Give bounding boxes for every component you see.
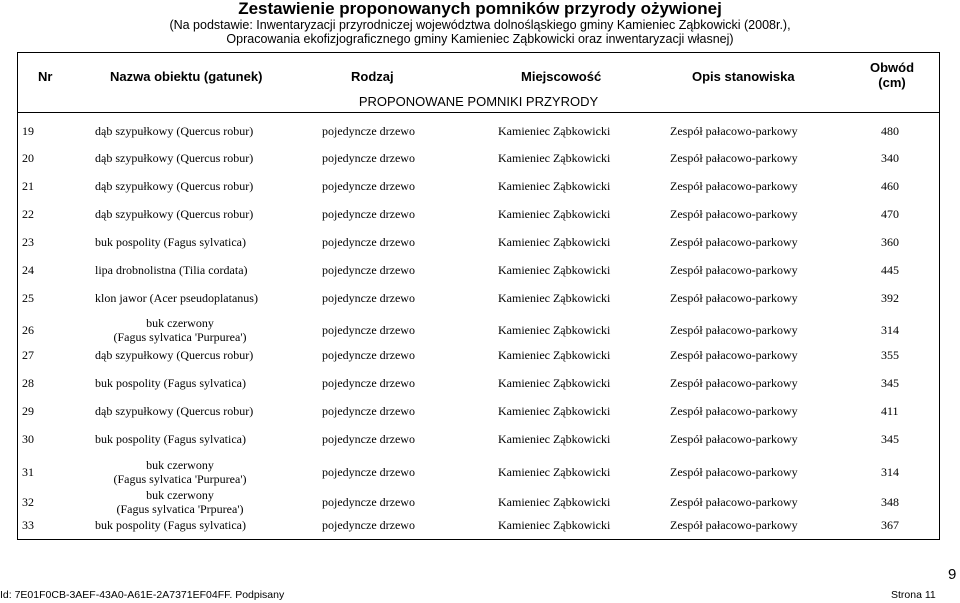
cell-miejscowosc: Kamieniec Ząbkowicki: [498, 179, 611, 193]
cell-nr: 33: [22, 518, 34, 532]
cell-obwod: 411: [881, 404, 899, 418]
cell-nr: 24: [22, 263, 34, 277]
cell-rodzaj: pojedyncze drzewo: [322, 179, 415, 193]
cell-obwod: 392: [881, 291, 899, 305]
cell-miejscowosc: Kamieniec Ząbkowicki: [498, 348, 611, 362]
cell-obwod: 314: [881, 323, 899, 337]
cell-obwod: 470: [881, 207, 899, 221]
cell-nazwa-line: (Fagus sylvatica 'Purpurea'): [113, 472, 247, 486]
cell-nazwa: [95, 316, 265, 344]
cell-nazwa: buk pospolity (Fagus sylvatica): [95, 235, 246, 249]
cell-rodzaj: pojedyncze drzewo: [322, 404, 415, 418]
cell-miejscowosc: Kamieniec Ząbkowicki: [498, 291, 611, 305]
cell-obwod: 355: [881, 348, 899, 362]
header-opis: Opis stanowiska: [692, 69, 795, 84]
cell-opis: Zespół pałacowo-parkowy: [670, 348, 798, 362]
cell-rodzaj: pojedyncze drzewo: [322, 151, 415, 165]
cell-nr: 29: [22, 404, 34, 418]
cell-obwod: 340: [881, 151, 899, 165]
cell-nazwa: dąb szypułkowy (Quercus robur): [95, 124, 254, 138]
footer-id: Id: 7E01F0CB-3AEF-43A0-A61E-2A7371EF04FF. Podpisany: [0, 589, 285, 601]
header-obwod-unit: (cm): [878, 75, 906, 90]
cell-nazwa: dąb szypułkowy (Quercus robur): [95, 207, 254, 221]
cell-nr: 21: [22, 179, 34, 193]
cell-obwod: 314: [881, 465, 899, 479]
section-label: PROPONOWANE POMNIKI PRZYRODY: [358, 94, 599, 109]
cell-opis: Zespół pałacowo-parkowy: [670, 495, 798, 509]
cell-miejscowosc: Kamieniec Ząbkowicki: [498, 207, 611, 221]
document-subtitle-1: (Na podstawie: Inwentaryzacji przyrodniczej województwa dolnośląskiego gminy Kamieniec Ząbkowicki (2008r.),: [169, 18, 791, 32]
cell-opis: Zespół pałacowo-parkowy: [670, 465, 798, 479]
cell-miejscowosc: Kamieniec Ząbkowicki: [498, 518, 611, 532]
cell-miejscowosc: Kamieniec Ząbkowicki: [498, 151, 611, 165]
cell-rodzaj: pojedyncze drzewo: [322, 495, 415, 509]
cell-nazwa: [95, 458, 265, 486]
cell-nr: 32: [22, 495, 34, 509]
cell-opis: Zespół pałacowo-parkowy: [670, 323, 798, 337]
cell-nazwa: dąb szypułkowy (Quercus robur): [95, 348, 254, 362]
cell-rodzaj: pojedyncze drzewo: [322, 376, 415, 390]
cell-rodzaj: pojedyncze drzewo: [322, 124, 415, 138]
cell-nazwa: lipa drobnolistna (Tilia cordata): [95, 263, 248, 277]
section-divider: [18, 112, 939, 113]
cell-nazwa: dąb szypułkowy (Quercus robur): [95, 404, 254, 418]
header-obwod-label: Obwód: [870, 60, 915, 75]
cell-opis: Zespół pałacowo-parkowy: [670, 179, 798, 193]
cell-miejscowosc: Kamieniec Ząbkowicki: [498, 465, 611, 479]
cell-nr: 28: [22, 376, 34, 390]
cell-obwod: 345: [881, 432, 899, 446]
header-rodzaj: Rodzaj: [351, 69, 394, 84]
cell-nazwa-line: buk czerwony: [146, 458, 214, 472]
table-header: [18, 53, 939, 97]
cell-miejscowosc: Kamieniec Ząbkowicki: [498, 376, 611, 390]
cell-miejscowosc: Kamieniec Ząbkowicki: [498, 495, 611, 509]
document-subtitle-2: Opracowania ekofizjograficznego gminy Kamieniec Ząbkowicki oraz inwentaryzacji własnej): [226, 32, 734, 46]
cell-obwod: 480: [881, 124, 899, 138]
cell-miejscowosc: Kamieniec Ząbkowicki: [498, 432, 611, 446]
cell-opis: Zespół pałacowo-parkowy: [670, 518, 798, 532]
cell-opis: Zespół pałacowo-parkowy: [670, 376, 798, 390]
cell-nr: 19: [22, 124, 34, 138]
cell-obwod: 345: [881, 376, 899, 390]
cell-obwod: 360: [881, 235, 899, 249]
cell-nazwa-line: buk czerwony: [146, 316, 214, 330]
cell-miejscowosc: Kamieniec Ząbkowicki: [498, 263, 611, 277]
cell-obwod: 460: [881, 179, 899, 193]
cell-opis: Zespół pałacowo-parkowy: [670, 151, 798, 165]
cell-nazwa: [95, 488, 265, 516]
cell-nr: 31: [22, 465, 34, 479]
cell-opis: Zespół pałacowo-parkowy: [670, 291, 798, 305]
footer-page-label: Strona 11: [891, 589, 936, 601]
cell-nazwa: klon jawor (Acer pseudoplatanus): [95, 291, 258, 305]
cell-nr: 23: [22, 235, 34, 249]
document-title: Zestawienie proponowanych pomników przyrody ożywionej: [238, 0, 722, 18]
cell-rodzaj: pojedyncze drzewo: [322, 207, 415, 221]
cell-opis: Zespół pałacowo-parkowy: [670, 207, 798, 221]
cell-nazwa: buk pospolity (Fagus sylvatica): [95, 432, 246, 446]
cell-miejscowosc: Kamieniec Ząbkowicki: [498, 124, 611, 138]
cell-rodzaj: pojedyncze drzewo: [322, 263, 415, 277]
cell-rodzaj: pojedyncze drzewo: [322, 323, 415, 337]
cell-nr: 30: [22, 432, 34, 446]
cell-obwod: 348: [881, 495, 899, 509]
cell-nazwa-line: (Fagus sylvatica 'Prpurea'): [116, 502, 244, 516]
cell-obwod: 445: [881, 263, 899, 277]
cell-opis: Zespół pałacowo-parkowy: [670, 432, 798, 446]
header-miejscowosc: Miejscowość: [521, 69, 602, 84]
cell-nr: 26: [22, 323, 34, 337]
cell-nazwa: buk pospolity (Fagus sylvatica): [95, 518, 246, 532]
cell-miejscowosc: Kamieniec Ząbkowicki: [498, 235, 611, 249]
cell-miejscowosc: Kamieniec Ząbkowicki: [498, 323, 611, 337]
cell-rodzaj: pojedyncze drzewo: [322, 432, 415, 446]
cell-opis: Zespół pałacowo-parkowy: [670, 404, 798, 418]
page-number: 9: [948, 566, 957, 583]
monuments-table: [17, 52, 940, 540]
header-nr: Nr: [38, 69, 53, 84]
cell-nr: 22: [22, 207, 34, 221]
cell-nr: 20: [22, 151, 34, 165]
cell-obwod: 367: [881, 518, 899, 532]
cell-nazwa: dąb szypułkowy (Quercus robur): [95, 151, 254, 165]
header-nazwa: Nazwa obiektu (gatunek): [110, 69, 263, 84]
cell-nazwa: dąb szypułkowy (Quercus robur): [95, 179, 254, 193]
document-header: [0, 0, 960, 46]
cell-opis: Zespół pałacowo-parkowy: [670, 124, 798, 138]
cell-nr: 27: [22, 348, 34, 362]
cell-miejscowosc: Kamieniec Ząbkowicki: [498, 404, 611, 418]
cell-opis: Zespół pałacowo-parkowy: [670, 263, 798, 277]
cell-rodzaj: pojedyncze drzewo: [322, 465, 415, 479]
header-obwod: [870, 60, 914, 90]
cell-rodzaj: pojedyncze drzewo: [322, 291, 415, 305]
cell-nazwa: buk pospolity (Fagus sylvatica): [95, 376, 246, 390]
cell-opis: Zespół pałacowo-parkowy: [670, 235, 798, 249]
cell-nazwa-line: (Fagus sylvatica 'Purpurea'): [113, 330, 247, 344]
cell-rodzaj: pojedyncze drzewo: [322, 518, 415, 532]
cell-rodzaj: pojedyncze drzewo: [322, 235, 415, 249]
cell-rodzaj: pojedyncze drzewo: [322, 348, 415, 362]
cell-nr: 25: [22, 291, 34, 305]
cell-nazwa-line: buk czerwony: [146, 488, 214, 502]
